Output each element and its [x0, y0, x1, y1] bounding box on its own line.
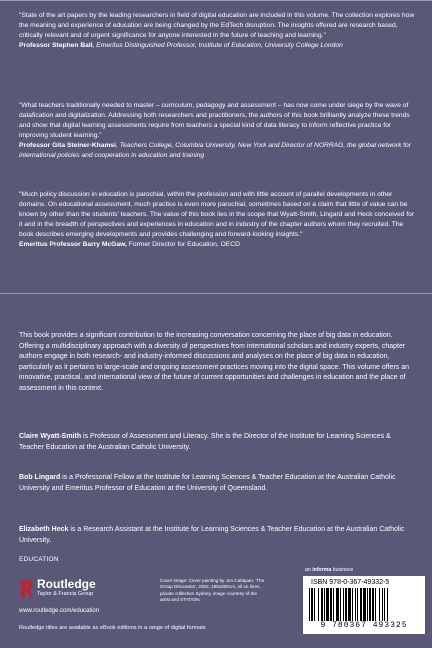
editor-bio-3	[19, 525, 415, 546]
publisher-url: www.routledge.com/education	[19, 608, 100, 614]
informa-suffix: business	[331, 567, 354, 573]
editor-name: Bob Lingard	[19, 474, 61, 481]
informa-brand: informa	[312, 567, 332, 573]
quote-author: Emeritus Professor Barry McGaw,	[19, 240, 127, 248]
isbn-text: ISBN 978-0-367-49332-5	[311, 579, 390, 586]
endorsement-quote-2	[19, 101, 415, 160]
book-description: This book provides a significant contribution to the increasing conversation concerning the place of big data in education. Offering a multidisciplinary approach with a diversity of perspectives from international scholars and industry experts, chapter authors engage in both research- and industry-informed discussions and analyses on the place of big data in education, particularly as it pertains to large-scale and ongoing assessment practices moving into the digital space. This volume offers an innovative, practical, and international view of the future of current opportunities and challenges in education and the place of assessment in this context.	[19, 332, 410, 392]
editor-bio-text: is Professor of Assessment and Literacy. She is the Director of the Institute for Learning Sciences & Teacher Education at the Australian Catholic University.	[19, 433, 391, 451]
quote-attribution	[19, 240, 415, 250]
barcode-icon	[309, 588, 419, 621]
editor-bio-text: is a Professorial Fellow at the Institute for Learning Sciences & Teacher Education at the Australian Catholic University and Emeritus Professor of Education at the University of Queensland.	[19, 474, 396, 492]
top-rule	[0, 0, 432, 1]
quote-author: Professor Gita Steiner-Khamsi	[19, 141, 116, 149]
editor-name: Claire Wyatt-Smith	[19, 433, 82, 440]
informa-prefix: an	[305, 567, 313, 573]
publisher-subtitle: Taylor & Francis Group	[37, 591, 94, 597]
editor-bio-1	[19, 432, 415, 453]
subject-category: EDUCATION	[19, 556, 59, 563]
editor-name: Elizabeth Heck	[19, 526, 69, 533]
publisher-logo	[19, 577, 131, 605]
quote-affiliation: , Emeritus Distinguished Professor, Institute of Education, University College London	[92, 41, 343, 49]
editor-bio-2	[19, 473, 415, 494]
endorsement-quote-3	[19, 190, 415, 249]
quote-text: "State of the art papers by the leading researchers in field of digital education are included in this volume. The collection explores how the meaning and experience of education are being changed by the EdTech disruption. The insights offered are research based, critically relevant and of urgent significance for anyone interested in the future of teaching and learning."	[19, 12, 415, 39]
editor-bio-text: is a Research Assistant at the Institute for Learning Sciences & Teacher Education at the Australian Catholic University.	[19, 526, 405, 544]
ebook-availability-note: Routledge titles are available as eBook editions in a range of digital formats	[19, 625, 206, 631]
publisher-name: Routledge	[37, 577, 96, 591]
cover-image-credit: Cover image: Cover painting by Jon Cattapan, 'The Group Discusses', 2002, 195x300cm, oil on linen, private collection Sydney, image courtesy of the artist and STATION.	[160, 578, 265, 602]
quote-text: "What teachers traditionally needed to master – curriculum, pedagogy and assessment – has now come under siege by the wave of datafication and digitalization. Addressing both researchers and practitioners, the authors of this book brilliantly analyze these trends and show that digital learning assessments require from teachers a special kind of data literacy to inform reflective practice for improving student learning."	[19, 102, 410, 139]
quote-attribution	[19, 41, 415, 51]
routledge-logo-icon	[19, 578, 33, 600]
endorsement-quote-1	[19, 11, 415, 51]
section-divider	[0, 293, 432, 294]
quote-affiliation: Former Director for Education, OECD	[126, 240, 240, 248]
quote-author: Professor Stephen Ball	[19, 41, 93, 49]
quote-affiliation: , Teachers College, Columbia University, New York and Director of NORRAG, the global network for international policies and cooperation in education and training	[19, 141, 411, 159]
quote-text: "Much policy discussion in education is parochial, within the profession and with little account of parallel developments in other domains. On educational assessment, much practice is even more parochial, sometimes based on a claim that little of value can be known by other than the students' teachers. The value of this book lies in the scope that Wyatt-Smith, Lingard and Heck conceived for it and in the breadth of perspectives and experiences in education and in industry of the chapter authors whom they recruited. The book describes emerging developments and provides challenging and forward-looking insights."	[19, 191, 415, 238]
informa-tagline	[305, 567, 353, 573]
isbn-barcode-panel	[303, 576, 425, 634]
barcode-digits: 9 780367 493325	[320, 621, 408, 630]
quote-attribution	[19, 141, 415, 161]
